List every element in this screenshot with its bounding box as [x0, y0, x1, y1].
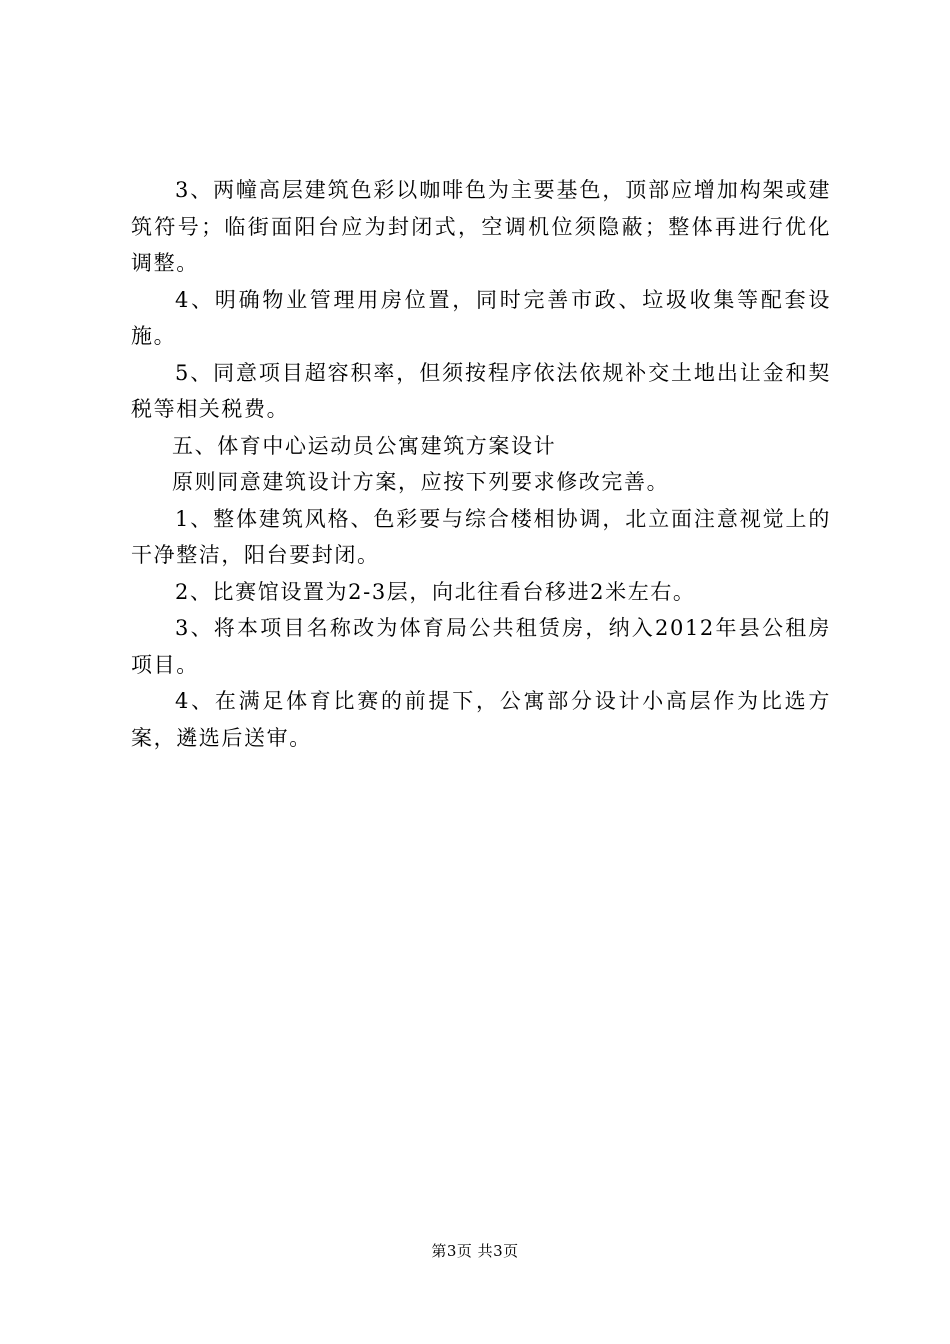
- paragraph-approval-principle: 原则同意建筑设计方案，应按下列要求修改完善。: [172, 470, 670, 494]
- paragraph-item-3-color: 3、两幢高层建筑色彩以咖啡色为主要基色，顶部应增加构架或建筑符号；临街面阳台应为封闭式，空调机位须隐蔽；整体再进行优化调整。: [131, 178, 831, 275]
- paragraph-item-1-style: 1、整体建筑风格、色彩要与综合楼相协调，北立面注意视觉上的干净整洁，阳台要封闭。: [131, 506, 831, 567]
- document-body: [131, 172, 831, 756]
- paragraph-item-4-property: 4、明确物业管理用房位置，同时完善市政、垃圾收集等配套设施。: [131, 287, 831, 348]
- page-number-label: 第3页 共3页: [431, 1242, 519, 1260]
- paragraph-item-4-apartment: 4、在满足体育比赛的前提下，公寓部分设计小高层作为比选方案，遴选后送审。: [131, 689, 831, 750]
- page-footer: [0, 1241, 950, 1261]
- paragraph-item-2-arena: 2、比赛馆设置为2-3层，向北往看台移进2米左右。: [175, 579, 696, 604]
- paragraph-item-3-rename: 3、将本项目名称改为体育局公共租赁房，纳入2012年县公租房项目。: [131, 616, 831, 677]
- section-heading-five: 五、体育中心运动员公寓建筑方案设计: [172, 433, 557, 458]
- paragraph-item-5-plot-ratio: 5、同意项目超容积率，但须按程序依法依规补交土地出让金和契税等相关税费。: [131, 360, 831, 421]
